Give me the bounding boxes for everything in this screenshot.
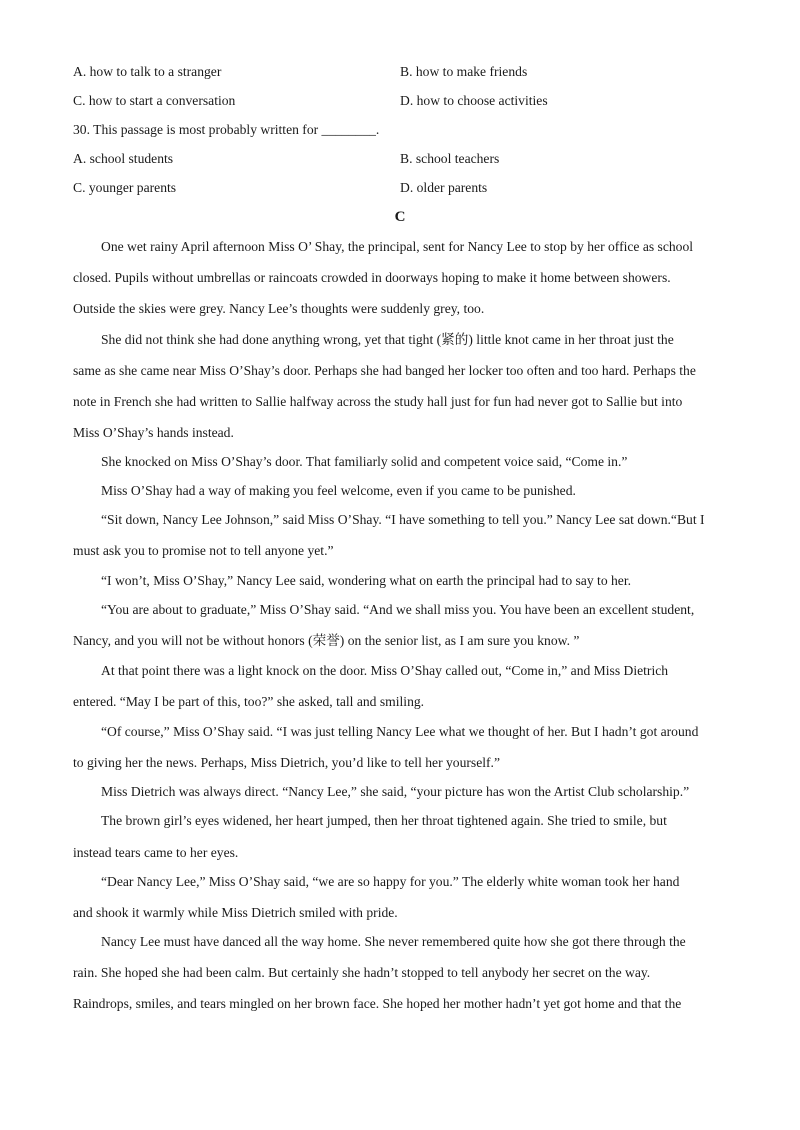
passage-line: closed. Pupils without umbrellas or raincoats crowded in doorways hoping to make it home between showers. bbox=[73, 270, 671, 285]
section-heading: C bbox=[394, 209, 406, 225]
q29-option-a: A. how to talk to a stranger bbox=[73, 64, 222, 79]
passage-line: note in French she had written to Sallie halfway across the study hall just for fun had never got to Sallie but into bbox=[73, 394, 683, 409]
passage-line: Raindrops, smiles, and tears mingled on her brown face. She hoped her mother hadn’t yet got home and that the bbox=[73, 996, 682, 1011]
passage-line: to giving her the news. Perhaps, Miss Dietrich, you’d like to tell her yourself.” bbox=[73, 755, 500, 770]
passage-line: At that point there was a light knock on the door. Miss O’Shay called out, “Come in,” and Miss Dietrich bbox=[101, 663, 669, 678]
passage-line: rain. She hoped she had been calm. But certainly she hadn’t stopped to tell anybody her secret on the way. bbox=[73, 965, 651, 980]
passage-line: The brown girl’s eyes widened, her heart jumped, then her throat tightened again. She tried to smile, but bbox=[101, 813, 667, 828]
passage-line: “Dear Nancy Lee,” Miss O’Shay said, “we are so happy for you.” The elderly white woman took her hand bbox=[101, 874, 680, 889]
passage-line: “I won’t, Miss O’Shay,” Nancy Lee said, wondering what on earth the principal had to say to her. bbox=[101, 573, 632, 588]
passage-line: She knocked on Miss O’Shay’s door. That familiarly solid and competent voice said, “Come in.” bbox=[101, 454, 628, 469]
passage-line: One wet rainy April afternoon Miss O’ Shay, the principal, sent for Nancy Lee to stop by her office as school bbox=[101, 239, 694, 254]
passage-line: must ask you to promise not to tell anyone yet.” bbox=[73, 543, 334, 558]
passage-line: entered. “May I be part of this, too?” she asked, tall and smiling. bbox=[73, 694, 425, 709]
q29-option-d: D. how to choose activities bbox=[400, 93, 548, 108]
passage-line: Nancy Lee must have danced all the way home. She never remembered quite how she got there through the bbox=[101, 934, 686, 949]
passage-line: Miss O’Shay had a way of making you feel welcome, even if you came to be punished. bbox=[101, 483, 576, 498]
passage-line: “You are about to graduate,” Miss O’Shay said. “And we shall miss you. You have been an excellent student, bbox=[101, 602, 695, 617]
passage-line: and shook it warmly while Miss Dietrich smiled with pride. bbox=[73, 905, 398, 920]
q29-option-b: B. how to make friends bbox=[400, 64, 528, 79]
passage-line: “Of course,” Miss O’Shay said. “I was just telling Nancy Lee what we thought of her. But I hadn’t got around bbox=[101, 724, 699, 739]
passage-line: She did not think she had done anything wrong, yet that tight (紧的) little knot came in her throat just the bbox=[101, 332, 674, 347]
passage-line: Nancy, and you will not be without honors (荣誉) on the senior list, as I am sure you know. ” bbox=[73, 633, 580, 648]
q30-option-b: B. school teachers bbox=[400, 151, 500, 166]
passage-line: Outside the skies were grey. Nancy Lee’s thoughts were suddenly grey, too. bbox=[73, 301, 485, 316]
passage-line: Miss Dietrich was always direct. “Nancy Lee,” she said, “your picture has won the Artist Club scholarship.” bbox=[101, 784, 690, 799]
q29-option-c: C. how to start a conversation bbox=[73, 93, 236, 108]
q30-question: 30. This passage is most probably written for ________. bbox=[73, 122, 380, 137]
passage-line: “Sit down, Nancy Lee Johnson,” said Miss O’Shay. “I have something to tell you.” Nancy Lee sat down.“But I bbox=[101, 512, 705, 527]
passage-line: Miss O’Shay’s hands instead. bbox=[73, 425, 234, 440]
passage-line: same as she came near Miss O’Shay’s door. Perhaps she had banged her locker too often and too hard. Perhaps the bbox=[73, 363, 696, 378]
q30-option-a: A. school students bbox=[73, 151, 174, 166]
q30-option-d: D. older parents bbox=[400, 180, 488, 195]
passage-line: instead tears came to her eyes. bbox=[73, 845, 239, 860]
q30-option-c: C. younger parents bbox=[73, 180, 177, 195]
